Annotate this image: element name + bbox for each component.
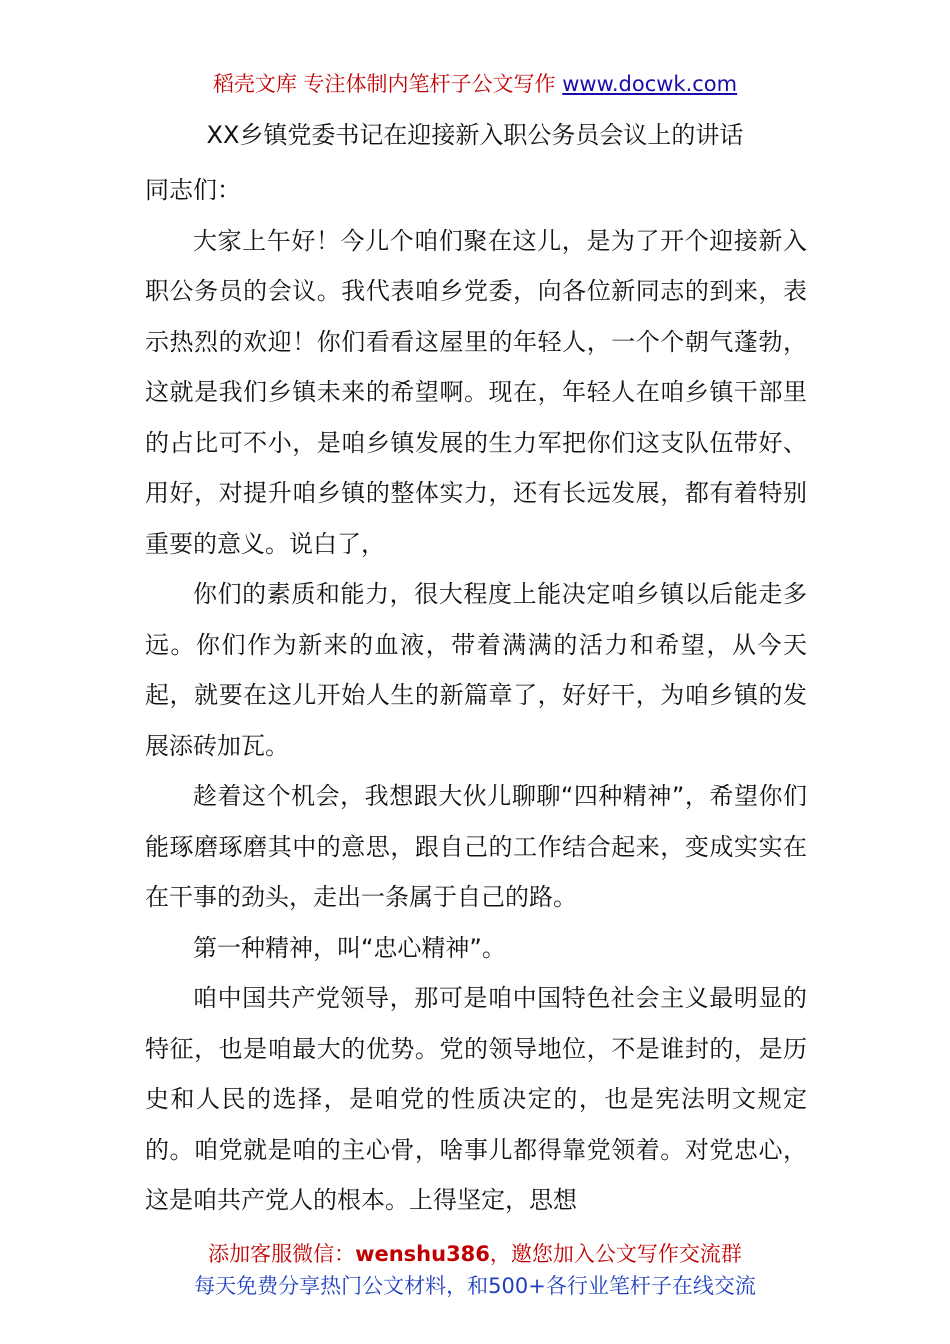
paragraph: 你们的素质和能力，很大程度上能决定咱乡镇以后能走多远。你们作为新来的血液，带着满满的活力和希望，从今天起，就要在这儿开始人生的新篇章了，好好干，为咱乡镇的发展添砖加瓦。 xyxy=(145,580,807,760)
wechat-id: wenshu386 xyxy=(355,1242,490,1266)
site-name: 稻壳文库 专注体制内笔杆子公文写作 xyxy=(212,72,556,96)
document-body xyxy=(145,165,807,1226)
paragraph: 趁着这个机会，我想跟大伙儿聊聊“四种精神”，希望你们能琢磨琢磨其中的意思，跟自己的工作结合起来，变成实实在在干事的劲头，走出一条属于自己的路。 xyxy=(145,782,807,911)
paragraph: 咱中国共产党领导，那可是咱中国特色社会主义最明显的特征，也是咱最大的优势。党的领导地位，不是谁封的，是历史和人民的选择，是咱党的性质决定的，也是宪法明文规定的。咱党就是咱的主心骨，啥事儿都得靠党领着。对党忠心，这是咱共产党人的根本。上得坚定，思想 xyxy=(145,984,807,1214)
salutation: 同志们： xyxy=(145,176,241,204)
site-url-link[interactable]: www.docwk.com xyxy=(562,72,738,96)
paragraph: 第一种精神，叫“忠心精神”。 xyxy=(193,933,506,962)
footer-contact-suffix: ，邀您加入公文写作交流群 xyxy=(489,1242,742,1266)
footer-contact-prefix: 添加客服微信： xyxy=(208,1242,356,1266)
footer-promo-line: 每天免费分享热门公文材料，和500+各行业笔杆子在线交流 xyxy=(194,1274,756,1298)
page-header xyxy=(0,68,950,100)
paragraph: 大家上午好！今儿个咱们聚在这儿，是为了开个迎接新入职公务员的会议。我代表咱乡党委，向各位新同志的到来，表示热烈的欢迎！你们看看这屋里的年轻人，一个个朝气蓬勃，这就是我们乡镇未来的希望啊。现在，年轻人在咱乡镇干部里的占比可不小，是咱乡镇发展的生力军把你们这支队伍带好、用好，对提升咱乡镇的整体实力，还有长远发展，都有着特别重要的意义。说白了， xyxy=(145,226,807,558)
document-title: XX乡镇党委书记在迎接新入职公务员会议上的讲话 xyxy=(206,121,744,149)
page-footer xyxy=(0,1238,950,1302)
footer-contact-line xyxy=(0,1238,950,1270)
